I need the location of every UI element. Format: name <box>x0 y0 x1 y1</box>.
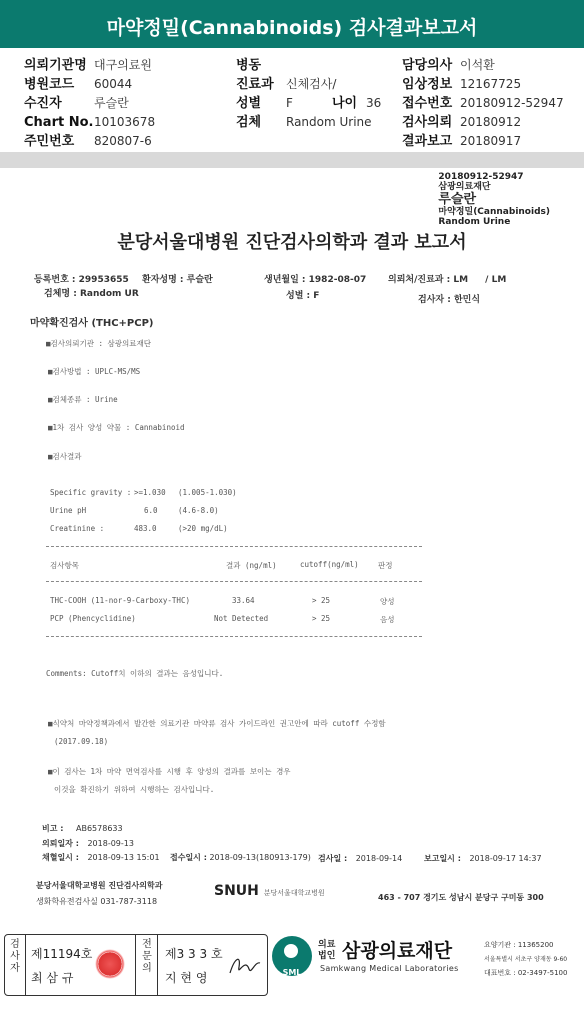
footer-address: 463 - 707 경기도 성남시 분당구 구미동 300 <box>378 893 544 902</box>
header-label: 접수번호 <box>402 96 453 111</box>
section-title: 마약확진검사 (THC+PCP) <box>30 318 154 329</box>
snuh-logo <box>214 883 325 899</box>
header-row <box>402 56 564 75</box>
seal-stamp-icon <box>95 949 125 979</box>
qc-value: >=1.030 <box>134 488 166 497</box>
note-1-date: (2017.09.18) <box>54 737 109 746</box>
receipt-time-value: 2018-09-13(180913-179) <box>209 853 311 862</box>
table-cell: > 25 <box>312 596 331 605</box>
header-row <box>236 56 381 75</box>
agency-line: ■검사의뢰기관 : 삼광의료재단 <box>46 339 152 348</box>
tag-number: 20180912-52947 <box>438 172 524 182</box>
header-label: 결과보고 <box>402 134 453 149</box>
header-row <box>402 132 564 151</box>
box-divider <box>157 935 158 995</box>
reg-label: 등록번호 : <box>34 275 76 285</box>
receipt-time <box>170 852 311 863</box>
age-value: 36 <box>366 96 382 110</box>
header-col-2 <box>236 56 381 132</box>
note-2-cont: 이것을 확진하기 위하여 시행하는 검사입니다. <box>54 785 215 794</box>
doc-title: 분당서울대병원 진단검사의학과 결과 보고서 <box>117 232 467 253</box>
box1-name: 최 삼 규 <box>31 971 74 985</box>
table-cell: 33.64 <box>232 596 255 605</box>
header-value: 루슬란 <box>94 96 129 110</box>
header-row <box>236 94 381 113</box>
header-label: 병동 <box>236 58 262 73</box>
request-date-label: 의뢰일자 : <box>42 839 79 848</box>
patient-name <box>142 272 213 285</box>
report-time-value: 2018-09-17 14:37 <box>469 854 542 863</box>
dob-label: 생년월일 : <box>264 275 306 285</box>
specimen-line: ■검체종류 : Urine <box>48 395 118 404</box>
header-row <box>402 75 564 94</box>
header-row <box>236 75 381 94</box>
header-col-1 <box>24 56 155 151</box>
method-line: ■검사방법 : UPLC-MS/MS <box>48 367 141 376</box>
scanned-report <box>14 168 570 930</box>
dob <box>264 272 366 285</box>
report-time-label: 보고일시 : <box>424 854 461 863</box>
header-value: 820807-6 <box>94 134 152 148</box>
qc-range: (>20 mg/dL) <box>178 524 228 533</box>
header-value: 신체검사/ <box>286 77 337 91</box>
qc-range: (4.6-8.0) <box>178 506 219 515</box>
table-rule <box>46 581 422 582</box>
table-cell: 음성 <box>380 615 395 624</box>
org-phone: 대표번호 : 02-3497-5100 <box>484 969 568 977</box>
header-value: 60044 <box>94 77 133 91</box>
specimen-value: Random UR <box>79 289 139 299</box>
box-divider <box>25 935 26 995</box>
sex-label: 성별 : <box>286 291 311 301</box>
org-prefix-2: 법인 <box>318 951 336 961</box>
header-row <box>24 56 155 75</box>
org-english-name: Samkwang Medical Laboratories <box>320 964 459 973</box>
signature-footer <box>0 932 584 1000</box>
signature-box <box>4 934 268 996</box>
header-value: Random Urine <box>286 115 372 129</box>
tester-value: 한민식 <box>453 295 481 305</box>
org-prefix <box>318 940 335 962</box>
sample-time-label: 채혈일시 : <box>42 853 79 862</box>
box2-label: 전문의 <box>142 939 152 974</box>
qc-value: 483.0 <box>134 524 157 533</box>
remark-value: AB6578633 <box>76 824 123 833</box>
tag-org: 삼광의료재단 <box>438 182 491 192</box>
qc-range: (1.005-1.030) <box>178 488 237 497</box>
header-label: 수진자 <box>24 96 62 111</box>
header-info <box>0 52 584 152</box>
dept <box>388 272 506 285</box>
qc-name: Specific gravity : <box>50 488 132 497</box>
report-time <box>424 853 542 864</box>
note-1: ■식약처 마약정책과에서 발간한 의료기관 마약류 검사 가이드라인 권고안에 따라 cutoff 수정함 <box>48 719 386 728</box>
specimen-name <box>44 286 139 299</box>
table-header: 판정 <box>378 561 393 570</box>
age-label: 나이 <box>332 96 358 111</box>
header-row <box>402 113 564 132</box>
remark-label: 비고 : <box>42 824 64 833</box>
test-date-label: 검사일 : <box>318 854 348 863</box>
header-value: 12167725 <box>460 77 522 91</box>
reg-no <box>34 272 129 285</box>
tag-test: 마약정밀(Cannabinoids) <box>438 207 550 217</box>
dept-value-2: / LM <box>485 275 507 285</box>
header-label: 성별 <box>236 96 262 111</box>
header-col-3 <box>402 56 564 151</box>
qc-name: Creatinine : <box>50 524 105 533</box>
header-label: 주민번호 <box>24 134 75 149</box>
table-cell: Not Detected <box>214 614 269 623</box>
positive-line: ■1차 검사 양성 약물 : Cannabinoid <box>48 423 185 432</box>
header-value: 이석환 <box>460 58 495 72</box>
footer-org: 분당서울대학교병원 진단검사의학과 <box>36 881 163 890</box>
org-address: 서울특별시 서초구 양재동 9-60 <box>484 956 568 963</box>
box-divider <box>135 935 136 995</box>
header-row <box>236 113 381 132</box>
header-row <box>402 94 564 113</box>
box1-label: 검사자 <box>10 939 20 974</box>
specimen-label: 검체명 : <box>44 289 77 299</box>
header-label: 병원코드 <box>24 77 75 92</box>
note-2: ■이 검사는 1차 마약 면역검사를 시행 후 양성의 결과를 보이는 경우 <box>48 767 291 776</box>
header-value: 20180912 <box>460 115 522 129</box>
sex-value: F <box>313 291 320 301</box>
org-name: 삼광의료재단 <box>342 940 453 962</box>
footer-sub: 생화학유전검사실 031-787-3118 <box>36 897 158 906</box>
table-rule <box>46 636 422 637</box>
test-date <box>318 853 402 864</box>
divider-band <box>0 152 584 168</box>
sml-mark-icon <box>284 944 298 958</box>
tester-label: 검사자 : <box>418 295 451 305</box>
tag-name: 루슬란 <box>438 192 477 207</box>
qc-name: Urine pH <box>50 506 87 515</box>
header-label: 담당의사 <box>402 58 453 73</box>
header-label: 임상정보 <box>402 77 453 92</box>
header-value: 10103678 <box>94 115 156 129</box>
comments: Comments: Cutoff치 이하의 결과는 음성입니다. <box>46 669 224 678</box>
tag-specimen: Random Urine <box>438 217 511 227</box>
table-header: 검사항목 <box>50 561 79 570</box>
header-label: 의뢰기관명 <box>24 58 87 73</box>
receipt-time-label: 접수일시 : <box>170 853 207 862</box>
table-cell: THC-COOH (11-nor-9-Carboxy-THC) <box>50 596 190 605</box>
box1-number: 제11194호 <box>31 947 93 961</box>
header-label: 검체 <box>236 115 262 130</box>
header-value: 대구의료원 <box>94 58 152 72</box>
box2-number: 제3 3 3 호 <box>165 947 223 961</box>
header-label: 진료과 <box>236 77 274 92</box>
table-cell: PCP (Phencyclidine) <box>50 614 136 623</box>
signature-icon <box>227 951 263 981</box>
result-line: ■검사결과 <box>48 452 82 461</box>
table-header: cutoff(ng/ml) <box>300 560 359 569</box>
sex <box>286 288 319 301</box>
dept-value: LM <box>453 275 469 285</box>
header-row <box>24 132 155 151</box>
qc-value: 6.0 <box>144 506 158 515</box>
org-prefix-1: 의료 <box>318 940 336 950</box>
box2-name: 지 현 영 <box>165 971 208 985</box>
remark <box>42 823 123 834</box>
snuh-logo-text: SNUH <box>214 883 259 899</box>
header-row <box>24 94 155 113</box>
tester <box>418 292 480 305</box>
table-header: 결과 (ng/ml) <box>226 561 277 570</box>
sml-logo-icon: SML <box>272 936 312 976</box>
specimen-tag <box>438 172 550 227</box>
table-rule <box>46 546 422 547</box>
report-title: 마약정밀(Cannabinoids) 검사결과보고서 <box>0 0 584 48</box>
reg-value: 29953655 <box>78 275 129 285</box>
patient-value: 루슬란 <box>186 275 213 285</box>
header-row <box>24 113 155 132</box>
patient-label: 환자성명 : <box>142 275 184 285</box>
header-value: 20180912-52947 <box>460 96 564 110</box>
header-value: 20180917 <box>460 134 522 148</box>
header-label: Chart No. <box>24 115 94 130</box>
header-value: F <box>286 96 293 110</box>
org-code: 요양기관 : 11365200 <box>484 941 554 949</box>
request-date <box>42 838 134 849</box>
sample-time <box>42 852 160 863</box>
request-date-value: 2018-09-13 <box>87 839 134 848</box>
header-label: 검사의뢰 <box>402 115 453 130</box>
table-cell: 양성 <box>380 597 395 606</box>
header-row <box>24 75 155 94</box>
snuh-logo-sub: 분당서울대학교병원 <box>263 889 325 897</box>
table-cell: > 25 <box>312 614 331 623</box>
dob-value: 1982-08-07 <box>308 275 367 285</box>
dept-label: 의뢰처/진료과 : <box>388 275 451 285</box>
sample-time-value: 2018-09-13 15:01 <box>87 853 160 862</box>
test-date-value: 2018-09-14 <box>355 854 403 863</box>
